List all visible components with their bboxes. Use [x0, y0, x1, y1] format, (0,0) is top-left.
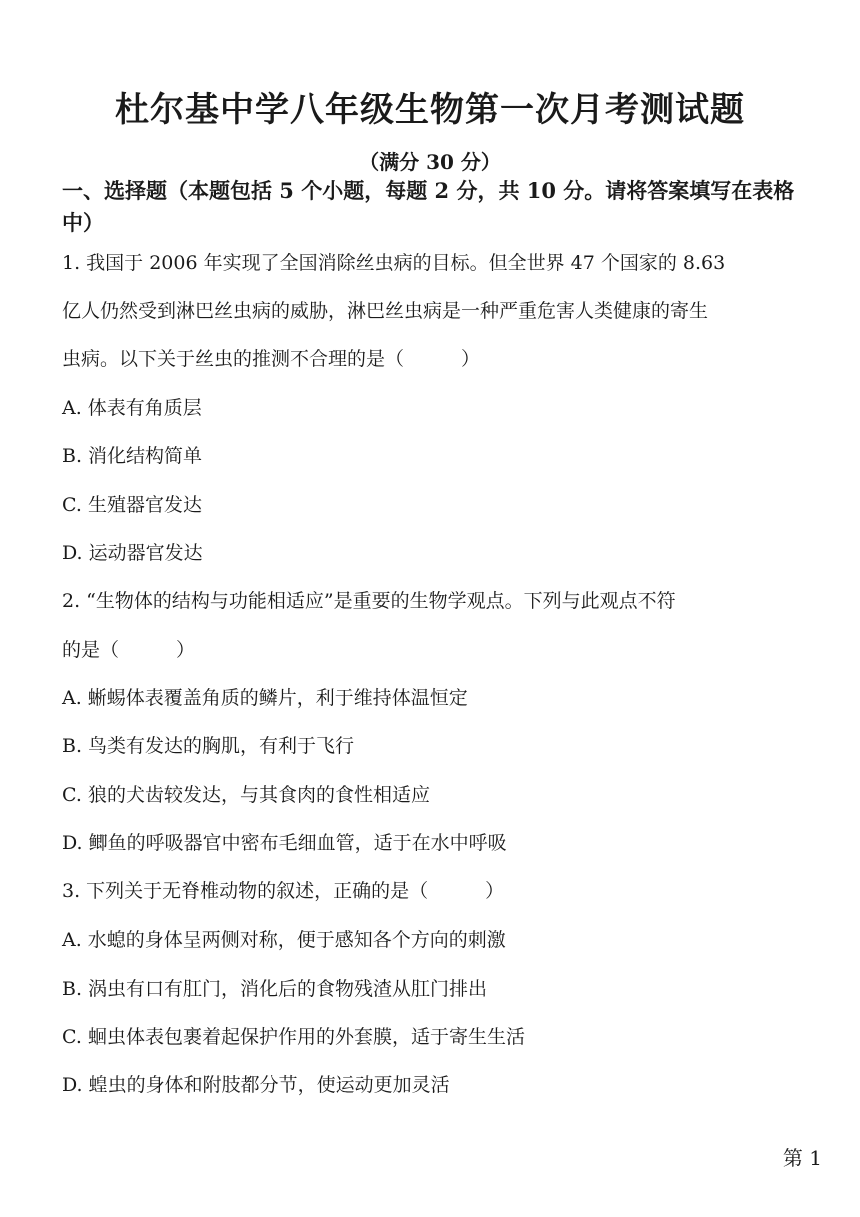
score-note: （满分 30 分）	[359, 150, 501, 174]
question-2-option-d: D. 鲫鱼的呼吸器官中密布毛细血管，适于在水中呼吸	[62, 832, 507, 854]
question-1-option-d: D. 运动器官发达	[62, 542, 203, 564]
page-title: 杜尔基中学八年级生物第一次月考测试题	[115, 90, 745, 130]
question-1-option-b: B. 消化结构简单	[62, 445, 203, 467]
question-2-stem-line-1: 2. “生物体的结构与功能相适应”是重要的生物学观点。下列与此观点不符	[62, 590, 676, 612]
question-3-stem-line-1: 3. 下列关于无脊椎动物的叙述，正确的是（ ）	[62, 880, 505, 902]
question-1-option-c: C. 生殖器官发达	[62, 494, 202, 516]
question-3-option-d: D. 蝗虫的身体和附肢都分节，使运动更加灵活	[62, 1074, 450, 1096]
page-number: 第 1	[782, 1146, 822, 1170]
question-2-stem-line-2: 的是（ ）	[62, 639, 196, 661]
question-1-option-a: A. 体表有角质层	[62, 397, 202, 419]
question-1-stem-line-2: 亿人仍然受到淋巴丝虫病的威胁，淋巴丝虫病是一种严重危害人类健康的寄生	[62, 300, 709, 322]
question-3-option-a: A. 水螅的身体呈两侧对称，便于感知各个方向的刺激	[62, 929, 506, 951]
question-2-option-a: A. 蜥蜴体表覆盖角质的鳞片，利于维持体温恒定	[62, 687, 468, 709]
question-3-option-b: B. 涡虫有口有肛门，消化后的食物残渣从肛门排出	[62, 978, 488, 1000]
question-2-option-b: B. 鸟类有发达的胸肌，有利于飞行	[62, 735, 355, 757]
question-1-stem-line-3: 虫病。以下关于丝虫的推测不合理的是（ ）	[62, 348, 481, 370]
question-1-stem-line-1: 1. 我国于 2006 年实现了全国消除丝虫病的目标。但全世界 47 个国家的 8.63	[62, 252, 726, 274]
question-2-option-c: C. 狼的犬齿较发达，与其食肉的食性相适应	[62, 784, 430, 806]
question-3-option-c: C. 蛔虫体表包裹着起保护作用的外套膜，适于寄生生活	[62, 1026, 525, 1048]
section-heading: 一、选择题（本题包括 5 个小题，每题 2 分，共 10 分。请将答案填写在表格中）	[62, 178, 795, 235]
